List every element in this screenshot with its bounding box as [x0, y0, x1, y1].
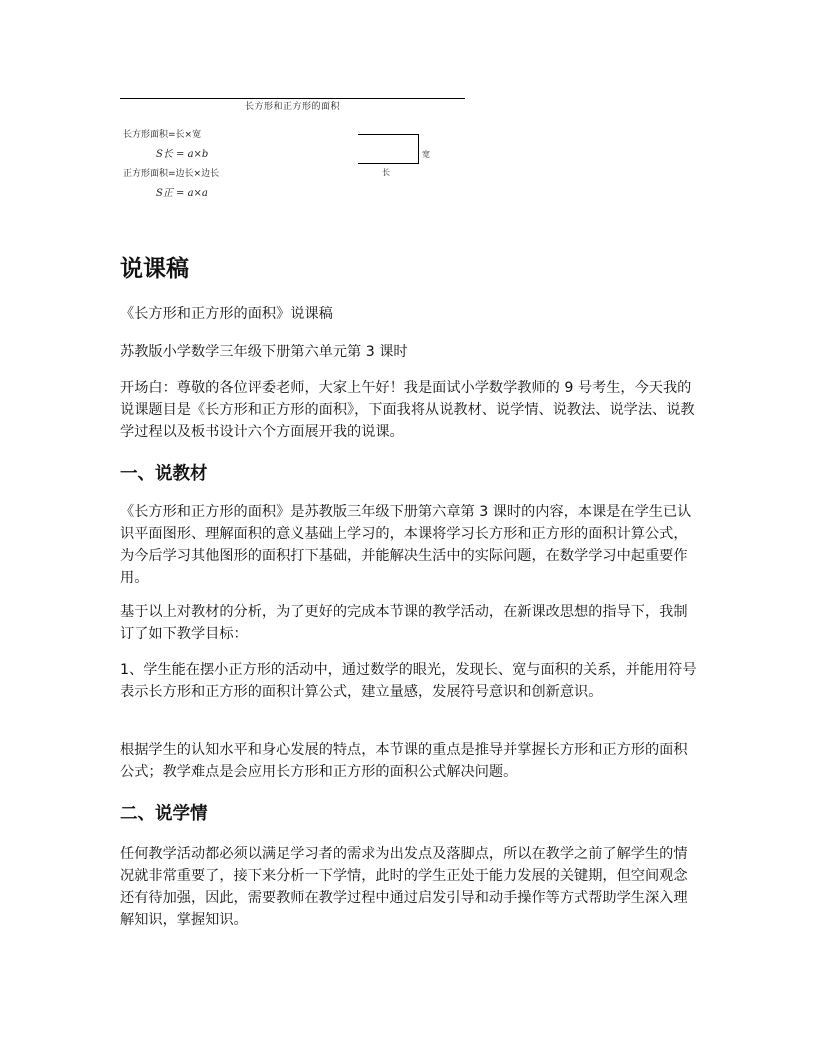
board-figure — [120, 96, 465, 206]
textbook-paragraph-4: 根据学生的认知水平和身心发展的特点，本节课的重点是推导并掌握长方形和正方形的面积公式；教学难点是会应用长方形和正方形的面积公式解决问题。 — [120, 742, 688, 780]
rect-area-label: 长方形面积=长×宽 — [123, 130, 202, 140]
textbook-paragraph-2: 基于以上对教材的分析，为了更好的完成本节课的教学活动，在新课改思想的指导下，我制订了如下教学目标： — [120, 604, 688, 642]
subtitle: 《长方形和正方形的面积》说课稿 — [120, 306, 333, 322]
square-area-formula: S正 = a×a — [156, 188, 208, 199]
textbook-paragraph-1: 《长方形和正方形的面积》是苏教版三年级下册第六章第 3 课时的内容，本课是在学生已认识平面图形、理解面积的意义基础上学习的，本课将学习长方形和正方形的面积计算公式，为今后学习其他图形的面积打下基础，并能解决生活中的实际问题，在数学学习中起重要作用。 — [120, 504, 692, 586]
students-paragraph-1: 任何教学活动都必须以满足学习者的需求为出发点及落脚点，所以在教学之前了解学生的情况就非常重要了，接下来分析一下学情，此时的学生正处于能力发展的关键期，但空间观念还有待加强，因此，需要教师在教学过程中通过启发引导和动手操作等方式帮助学生深入理解知识，掌握知识。 — [120, 846, 688, 928]
rect-area-formula: S长 = a×b — [156, 149, 209, 160]
width-label: 宽 — [422, 150, 430, 159]
length-label: 长 — [382, 168, 390, 177]
section-heading-textbook: 一、说教材 — [120, 464, 208, 484]
document-title: 说课稿 — [120, 256, 189, 282]
section-heading-students: 二、说学情 — [120, 804, 208, 824]
square-area-label: 正方形面积=边长×边长 — [123, 169, 220, 179]
course-info: 苏教版小学数学三年级下册第六单元第 3 课时 — [120, 344, 408, 360]
textbook-paragraph-3: 1、学生能在摆小正方形的活动中，通过数学的眼光，发现长、宽与面积的关系，并能用符号表示长方形和正方形的面积计算公式，建立量感，发展符号意识和创新意识。 — [120, 662, 697, 700]
figure-title: 长方形和正方形的面积 — [245, 102, 341, 112]
rectangle-diagram — [358, 134, 419, 164]
opening-paragraph: 开场白：尊敬的各位评委老师，大家上午好！我是面试小学数学教师的 9 号考生，今天我的说课题目是《长方形和正方形的面积》，下面我将从说教材、说学情、说教法、说学法、说教学过程以及板书设计六个方面展开我的说课。 — [120, 380, 695, 440]
